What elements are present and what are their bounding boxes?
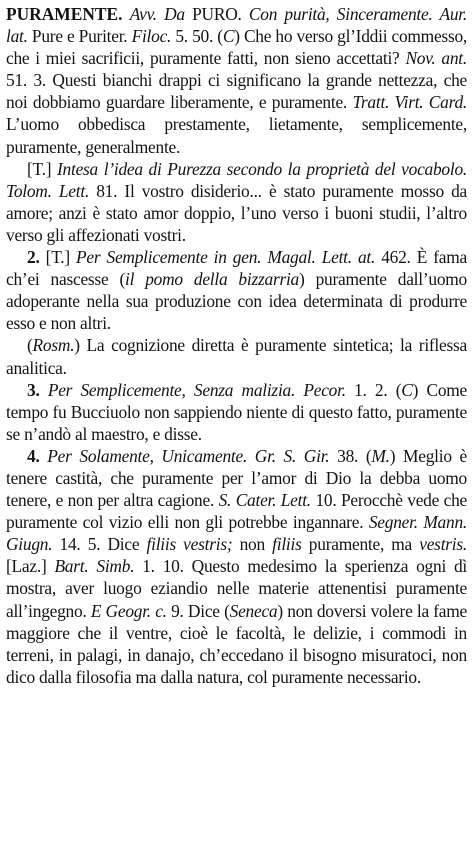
italic-text: Per Semplicemente in gen. Magal. Lett. at. bbox=[76, 247, 376, 268]
entry-paragraph bbox=[6, 445, 467, 688]
entry-paragraph bbox=[6, 158, 467, 246]
entry-paragraph bbox=[6, 379, 467, 445]
text-run: ( bbox=[27, 335, 33, 356]
italic-text: M. bbox=[371, 445, 390, 466]
entry-paragraph bbox=[6, 246, 467, 334]
italic-text: filiis bbox=[272, 534, 302, 555]
italic-text: C bbox=[401, 379, 413, 400]
text-run: 14. 5. Dice bbox=[52, 534, 147, 555]
text-run: 9. Dice ( bbox=[166, 600, 230, 621]
italic-text: Con purità, Sinceramente. Aur. lat. bbox=[6, 4, 467, 47]
text-run: non bbox=[232, 534, 273, 555]
italic-text: S. Cater. Lett. bbox=[218, 490, 311, 511]
italic-text: Seneca bbox=[229, 600, 278, 621]
text-run: [T.] bbox=[27, 158, 57, 179]
text-run: ) Meglio è tenere castità, che puramente per l’amor di Dio la debba uomo tenere, e non per altra cagione. bbox=[6, 445, 467, 511]
text-run: [T.] bbox=[39, 247, 77, 268]
text-run: 10. Perocchè vede che puramente col vizio elli non gli potrebbe ingannare. bbox=[6, 490, 467, 533]
italic-text: Tratt. Virt. Card. bbox=[352, 92, 468, 113]
sense-number: 4. bbox=[27, 445, 40, 466]
sense-number: 2. bbox=[27, 247, 40, 268]
text-run: 38. ( bbox=[329, 445, 372, 466]
text-run: 1. 10. Questo medesimo la sperienza ogni dì mostra, aver luogo eziandio nelle materie attenentisi puramente all’ingegno. bbox=[6, 556, 467, 621]
text-run: 81. Il vostro disiderio... è stato puramente mosso da amore; anzi è stato amor doppio, l’uno verso i buoni studii, l’altro verso gli affezionati vostri. bbox=[6, 180, 467, 245]
italic-text: Per Solamente, Unicamente. Gr. S. Gir. bbox=[47, 445, 330, 466]
italic-text: C bbox=[222, 26, 235, 47]
text-run: 5. 50. ( bbox=[171, 26, 223, 47]
italic-text: Avv. Da bbox=[129, 4, 185, 24]
text-run bbox=[40, 380, 48, 400]
text-run: ) Che ho verso gl’Iddii commesso, che i miei sacrificii, puramente fatti, non sieno accettati? bbox=[6, 26, 467, 69]
italic-text: Intesa l’idea di Purezza secondo la proprietà del vocabolo. Tolom. Lett. bbox=[6, 158, 468, 201]
text-run: ) La cognizione diretta è puramente sintetica; la riflessa analitica. bbox=[6, 335, 467, 378]
text-run: ) puramente dall’uomo adoperante nella sua produzione con idea determinata di produrre esso e non altri. bbox=[6, 269, 467, 334]
text-run: 462. È fama ch’ei nascesse ( bbox=[6, 247, 467, 290]
italic-text: Bart. Simb. bbox=[54, 556, 135, 577]
italic-text: Filoc. bbox=[131, 26, 172, 47]
italic-text: il pomo della bizzarria bbox=[125, 269, 300, 290]
italic-text: Segner. Mann. Giugn. bbox=[6, 512, 467, 555]
text-run: ) non doversi volere la fame maggiore che il ventre, cioè le facoltà, le delizie, i commodi in terreni, in palagi, in danajo, ch’eccedano il bisogno misuratoci, non dico dalla filosofia ma dalla natura, col puramente necessario. bbox=[6, 600, 467, 687]
sense-number: 3. bbox=[27, 379, 40, 400]
entry-paragraph bbox=[6, 3, 467, 158]
text-run: ) Come tempo fu Bucciuolo non sappiendo niente di questo fatto, puramente se n’andò al maestro, e disse. bbox=[6, 379, 468, 444]
text-run: PURO. bbox=[184, 4, 249, 24]
italic-text: Nov. ant. bbox=[405, 48, 467, 69]
italic-text: Rosm. bbox=[32, 335, 75, 356]
headword: PURAMENTE. bbox=[6, 4, 123, 24]
italic-text: Per Semplicemente, Senza malizia. Pecor. bbox=[47, 379, 346, 400]
text-run: 51. 3. Questi bianchi drappi ci significano la grande nettezza, che noi dobbiamo guardare liberamente, e puramente. bbox=[6, 70, 467, 113]
entry-paragraph bbox=[6, 334, 467, 378]
text-run: puramente, ma bbox=[301, 534, 420, 555]
italic-text: filiis vestris; bbox=[146, 534, 233, 555]
text-run: Pure e Puriter. bbox=[27, 26, 132, 47]
text-run: 1. 2. ( bbox=[345, 379, 402, 400]
text-run bbox=[122, 4, 129, 24]
italic-text: vestris. bbox=[419, 534, 467, 555]
text-run: L’uomo obbedisca prestamente, lietamente, semplicemente, puramente, generalmente. bbox=[6, 114, 467, 157]
text-run: [Laz.] bbox=[6, 556, 55, 577]
italic-text: E Geogr. c. bbox=[90, 600, 167, 621]
